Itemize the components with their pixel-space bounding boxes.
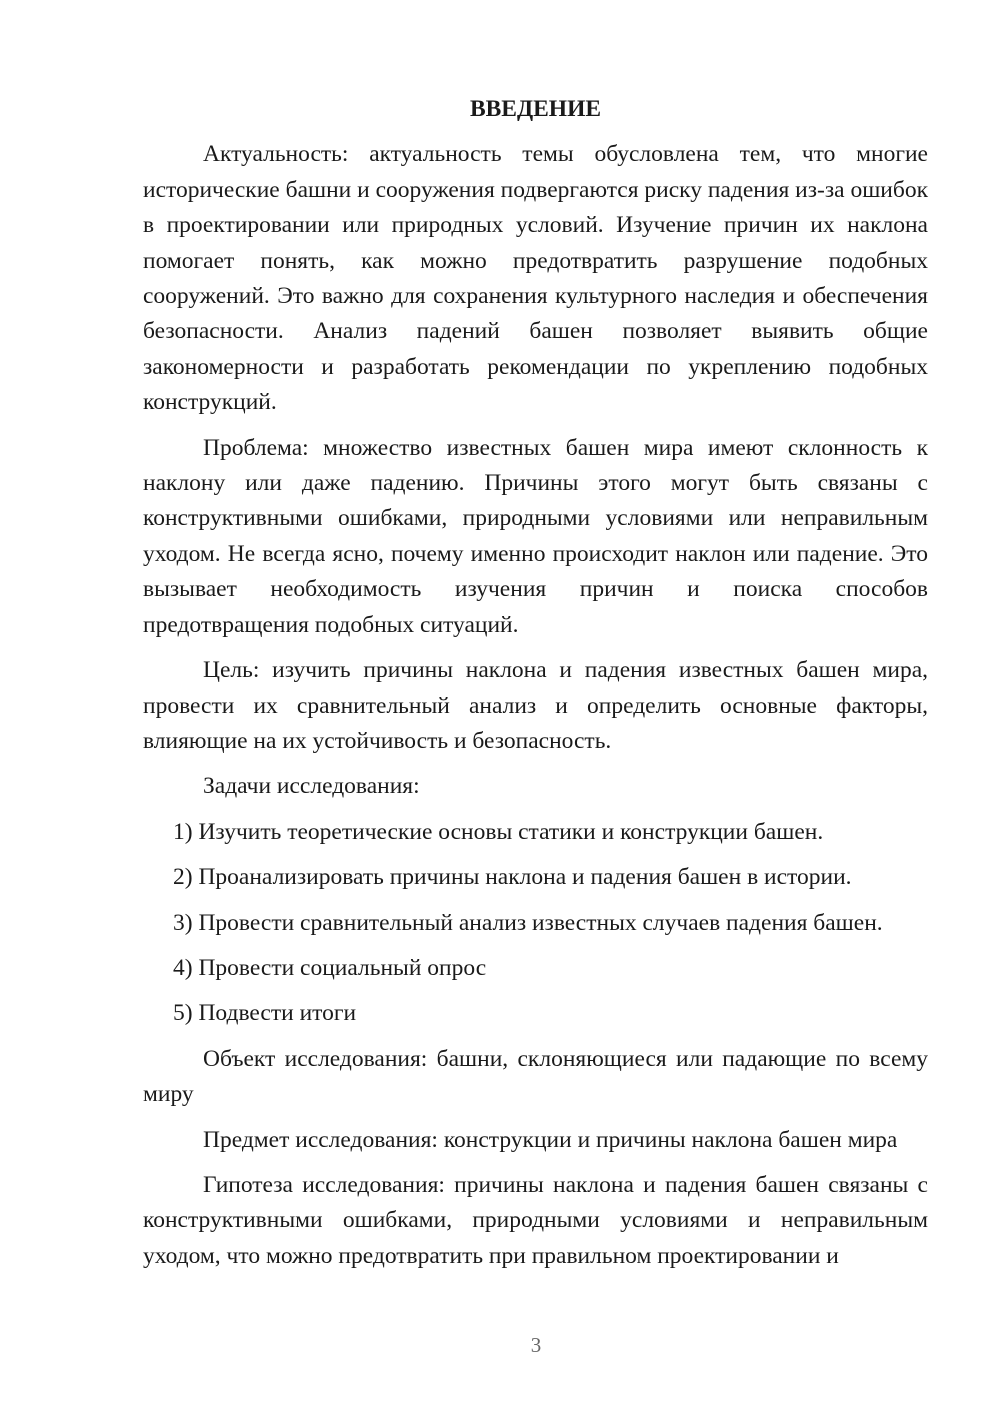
page-body [143,92,928,1284]
page-number: 3 [530,1333,542,1357]
paragraph-relevance: Актуальность: актуальность темы обусловлена тем, что многие исторические башни и сооружения подвергаются риску падения из-за ошибок в проектировании или природных условий. Изучение причин их наклона помогает понять, как можно предотвратить разрушение подобных сооружений. Это важно для сохранения культурного наследия и обеспечения безопасности. Анализ падений башен позволяет выявить общие закономерности и разработать рекомендации по укреплению подобных конструкций. [143,141,928,416]
paragraph-object: Объект исследования: башни, склоняющиеся или падающие по всему миру [143,1045,928,1108]
task-list-item: 5) Подвести итоги [173,1000,357,1027]
page-title: ВВЕДЕНИЕ [469,96,602,122]
paragraph-problem: Проблема: множество известных башен мира имеют склонность к наклону или даже падению. Причины этого могут быть связаны с конструктивными ошибками, природными условиями или неправильным уходом. Не всегда ясно, почему именно происходит наклон или падение. Это вызывает необходимость изучения причин и поиска способов предотвращения подобных ситуаций. [143,434,928,638]
paragraph-goal: Цель: изучить причины наклона и падения известных башен мира, провести их сравнительный анализ и определить основные факторы, влияющие на их устойчивость и безопасность. [143,657,928,754]
task-list-item: 4) Провести социальный опрос [173,954,487,981]
paragraph-subject: Предмет исследования: конструкции и причины наклона башен мира [203,1126,898,1153]
paragraph-hypothesis: Гипотеза исследования: причины наклона и падения башен связаны с конструктивными ошибками, природными условиями и неправильным уходом, что можно предотвратить при правильном проектировании и [143,1171,928,1269]
task-list-item: 2) Проанализировать причины наклона и падения башен в истории. [173,864,852,891]
task-list-item: 1) Изучить теоретические основы статики и конструкции башен. [173,818,824,845]
task-list-item: 3) Провести сравнительный анализ известных случаев падения башен. [173,909,883,936]
tasks-heading: Задачи исследования: [203,773,420,800]
